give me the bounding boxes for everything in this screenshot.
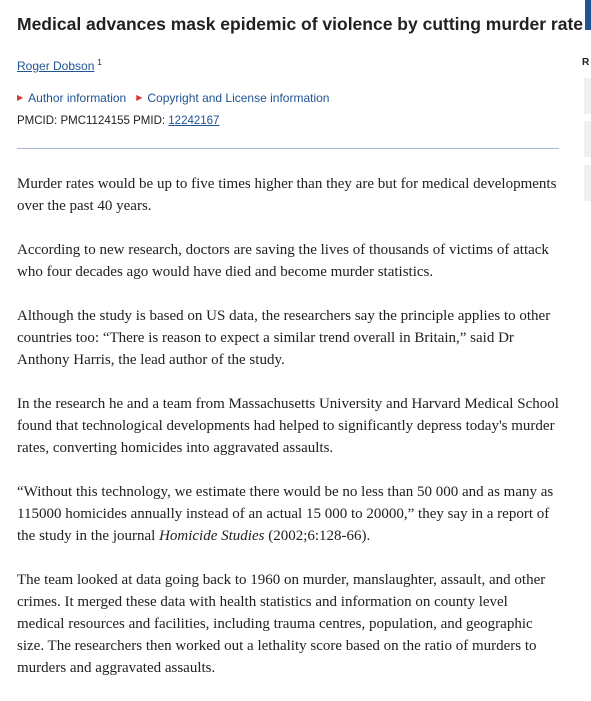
author-information-label: Author information	[28, 91, 127, 105]
author-affiliation-sup[interactable]: 1	[97, 58, 102, 67]
info-links	[17, 90, 559, 106]
author-line	[17, 55, 559, 74]
article-ids	[17, 113, 559, 129]
paragraph	[17, 481, 559, 547]
paragraph: Murder rates would be up to five times higher than they are but for medical developments over the past 40 years.	[17, 176, 557, 214]
sidebar-heading: R	[582, 57, 590, 68]
article-title: Medical advances mask epidemic of violence by cutting murder rate	[17, 14, 584, 34]
sidebar-item[interactable]	[584, 121, 591, 157]
paragraph-text: “Without this technology, we estimate there would be no less than 50 000 and as many as 115000 homicides annually instead of an actual 15 000 to 20000,” they say in a report of the study in the journal	[17, 484, 554, 544]
pmcid: PMCID: PMC1124155	[17, 115, 130, 127]
copyright-license-label: Copyright and License information	[147, 91, 330, 105]
article-main	[17, 0, 584, 701]
sidebar-action-button[interactable]	[585, 0, 591, 30]
triangle-right-icon: ▶	[17, 93, 24, 102]
article-body	[17, 173, 559, 679]
journal-name: Homicide Studies	[159, 528, 265, 544]
copyright-license-toggle[interactable]	[136, 90, 329, 106]
sidebar-item[interactable]	[584, 165, 591, 201]
pmid-link[interactable]: 12242167	[168, 115, 220, 127]
paragraph-text: (2002;6:128-66).	[264, 528, 371, 544]
paragraph: The team looked at data going back to 1960 on murder, manslaughter, assault, and other crimes. It merged these data with health statistics and information on county level medical resources and facilities, including trauma centres, population, and geographic size. The researchers then worked out a lethality score based on the ratio of murders to murders and aggravated assaults.	[17, 572, 546, 676]
paragraph: In the research he and a team from Massachusetts University and Harvard Medical School found that technological developments had helped to significantly depress today's murder rates, converting homicides into aggravated assaults.	[17, 396, 559, 456]
header-divider	[17, 148, 559, 149]
pmid-label: PMID:	[133, 115, 166, 127]
sidebar-item[interactable]	[584, 78, 591, 114]
right-sidebar	[578, 0, 591, 679]
triangle-right-icon: ▶	[136, 93, 143, 102]
paragraph: Although the study is based on US data, the researchers say the principle applies to other countries too: “There is reason to expect a similar trend overall in Britain,” said Dr Anthony Harris, the lead author of the study.	[17, 308, 551, 368]
paragraph: According to new research, doctors are saving the lives of thousands of victims of attack who four decades ago would have died and become murder statistics.	[17, 242, 549, 280]
author-information-toggle[interactable]	[17, 90, 126, 106]
author-link[interactable]: Roger Dobson	[17, 59, 95, 73]
